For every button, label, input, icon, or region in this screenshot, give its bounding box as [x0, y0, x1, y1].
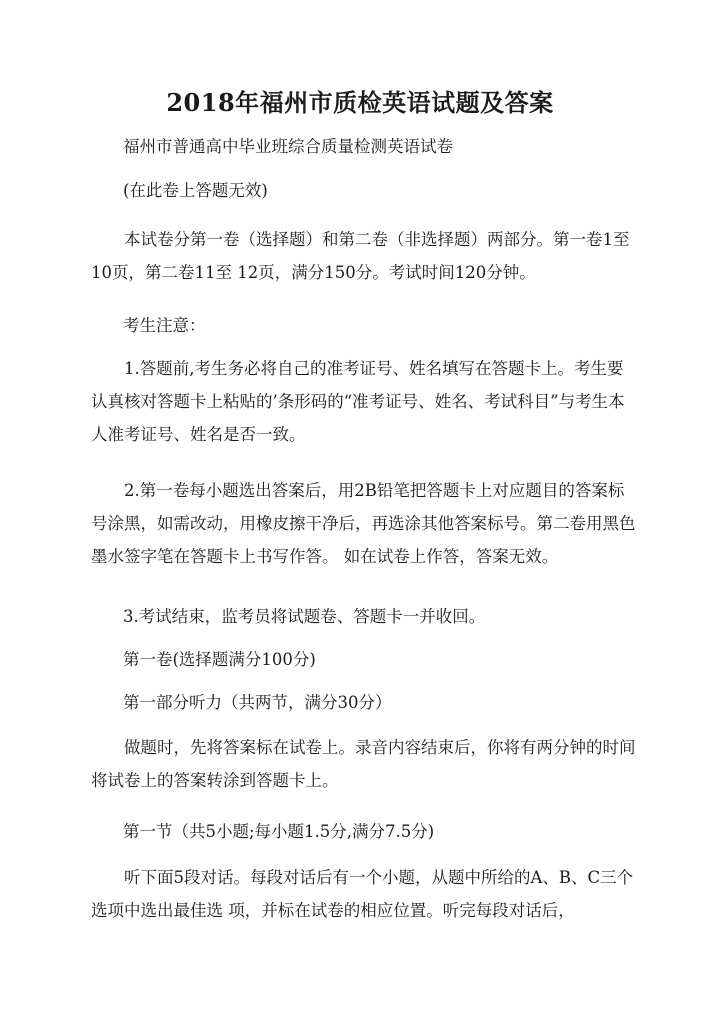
exam-name-line: 福州市普通高中毕业班综合质量检测英语试卷	[123, 137, 453, 156]
document-title: 2018年福州市质检英语试题及答案	[166, 88, 554, 117]
instruction-item-3: 3.考试结束，监考员将试题卷、答题卡一并收回。	[123, 607, 486, 626]
notice-heading: 考生注意：	[123, 316, 206, 335]
listening-instructions: 做题时，先将答案标在试卷上。录音内容结束后，你将有两分钟的时间将试卷上的答案转涂到答题卡上。	[91, 738, 636, 790]
volume-one-heading: 第一卷(选择题满分100分)	[123, 650, 316, 669]
section-one-instructions: 听下面5段对话。每段对话后有一个小题，从题中所给的A、B、C三个选项中选出最佳选 项，并标在试卷的相应位置。听完每段对话后，	[91, 868, 634, 920]
section-one-heading: 第一节（共5小题;每小题1.5分,满分7.5分)	[123, 822, 435, 841]
exam-structure-paragraph: 本试卷分第一卷（选择题）和第二卷（非选择题）两部分。第一卷1至10页，第二卷11至 12页，满分150分。考试时间120分钟。	[91, 230, 630, 282]
invalid-notice: (在此卷上答题无效)	[123, 181, 268, 200]
instruction-item-1: 1.答题前,考生务必将自己的准考证号、姓名填写在答题卡上。考生要认真核对答题卡上粘贴的’条形码的“准考证号、姓名、考试科目”与考生本人准考证号、姓名是否一致。	[91, 359, 625, 444]
instruction-item-2: 2.第一卷每小题选出答案后，用2B铅笔把答题卡上对应题目的答案标号涂黑，如需改动，用橡皮擦干净后，再选涂其他答案标号。第二卷用黑色墨水签字笔在答题卡上书写作答。 如在试卷上作答，答案无效。	[91, 481, 636, 566]
part-one-heading: 第一部分听力（共两节，满分30分）	[123, 693, 392, 712]
